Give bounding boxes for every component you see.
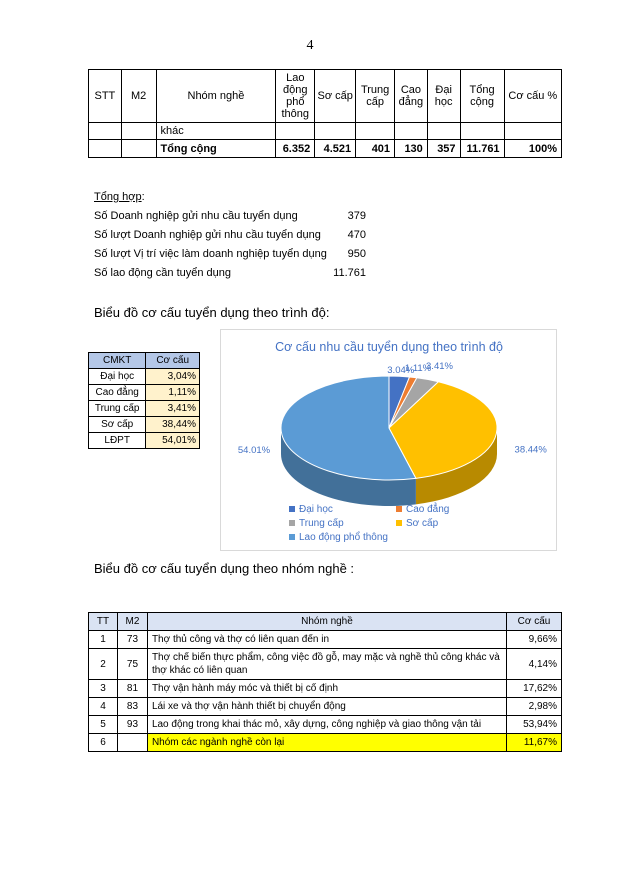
header-cell: TT [89,613,118,631]
header-cell: Đại học [427,70,460,123]
data-label-dai-hoc: 3.04% [387,364,415,376]
table-cell: 100% [504,140,561,158]
summary-label: Số lượt Doanh nghiệp gửi nhu cầu tuyển dụng [94,229,321,241]
table-header-row [89,70,562,123]
header-cell: Cao đẳng [395,70,428,123]
header-cell: Nhóm nghề [156,70,276,123]
summary-block [94,188,366,283]
table-row [89,698,562,716]
table-cell: 17,62% [507,680,562,698]
summary-value: 379 [347,210,366,222]
table-cell: 75 [117,649,147,680]
table-cell: Thợ thủ công và thợ có liên quan đến in [147,631,506,649]
summary-label: Số lượt Vị trí việc làm doanh nghiệp tuyển dụng [94,248,327,260]
table-row [89,680,562,698]
table-cell: 2 [89,649,118,680]
header-cell: Sơ cấp [315,70,356,123]
table-cell: 11,67% [507,734,562,752]
table-cell: 4.521 [315,140,356,158]
data-label-cao-dang: 1.11% [404,363,432,375]
table-cell [427,123,460,140]
legend-label-so-cap: Sơ cấp [406,518,439,529]
table-cell: Cao đẳng [89,385,146,401]
table-cell [121,123,156,140]
cmkt-table [88,352,200,449]
table-cell: Thợ vận hành máy móc và thiết bị cố định [147,680,506,698]
table-cell: 357 [427,140,460,158]
table-cell [460,123,504,140]
header-cell: Lao động phổ thông [276,70,315,123]
summary-value: 470 [347,229,366,241]
summary-row [94,264,366,283]
legend-swatch-dai-hoc [289,506,295,512]
table-row [89,417,200,433]
table-cell: Trung cấp [89,401,146,417]
table-cell: 401 [356,140,395,158]
legend-swatch-trung-cap [289,520,295,526]
legend-label-cao-dang: Cao đẳng [406,504,450,515]
legend-label-dai-hoc: Đại học [299,504,333,515]
table-cell [315,123,356,140]
table-row [89,123,562,140]
table-cell: Sơ cấp [89,417,146,433]
table-cell [356,123,395,140]
table-row [89,385,200,401]
table-cell: Nhóm các ngành nghề còn lại [147,734,506,752]
table-cell [395,123,428,140]
header-cell: Cơ cấu % [504,70,561,123]
table-cell: 83 [117,698,147,716]
pie-chart-container [220,329,557,551]
table-cell: 130 [395,140,428,158]
table-cell: 1 [89,631,118,649]
table-row-highlighted [89,734,562,752]
summary-title: Tổng hợp [94,191,142,203]
table-cell: khác [156,123,276,140]
summary-row [94,226,366,245]
summary-row [94,207,366,226]
summary-title-colon: : [141,191,145,203]
header-cell: M2 [121,70,156,123]
table-cell: Thợ chế biến thực phẩm, công việc đồ gỗ, may mặc và nghề thủ công khác và thợ khác có liên quan [147,649,506,680]
summary-value: 11.761 [333,267,366,279]
header-cell: STT [89,70,122,123]
table-cell [89,123,122,140]
table-cell: 4,14% [507,649,562,680]
total-row [89,140,562,158]
table-cell [504,123,561,140]
table-cell: 1,11% [146,385,200,401]
chart-title: Cơ cấu nhu cầu tuyển dụng theo trình độ [275,340,503,354]
table-row [89,649,562,680]
table-cell: Lao động trong khai thác mỏ, xây dựng, công nghiệp và giao thông vận tải [147,716,506,734]
total-label: Tổng cộng [156,140,276,158]
table-cell: 4 [89,698,118,716]
header-cell: Cơ cấu [507,613,562,631]
legend-swatch-cao-dang [396,506,402,512]
legend-swatch-so-cap [396,520,402,526]
table-cell [117,734,147,752]
summary-label: Số lao động cần tuyển dụng [94,267,232,279]
section-title-occupation: Biểu đồ cơ cấu tuyển dụng theo nhóm nghề : [94,561,355,576]
occupation-summary-table [88,69,562,158]
header-cell: Nhóm nghề [147,613,506,631]
table-row [89,433,200,449]
table-cell [121,140,156,158]
header-cell: CMKT [89,353,146,369]
table-cell: 53,94% [507,716,562,734]
table-cell: 6 [89,734,118,752]
table-cell [276,123,315,140]
table-cell: 73 [117,631,147,649]
data-label-so-cap: 38.44% [514,444,547,456]
table-cell: LĐPT [89,433,146,449]
header-cell: Trung cấp [356,70,395,123]
table-cell: 3 [89,680,118,698]
summary-label: Số Doanh nghiệp gửi nhu cầu tuyển dụng [94,210,298,222]
table-header-row [89,613,562,631]
table-cell: 93 [117,716,147,734]
table-cell: 9,66% [507,631,562,649]
table-cell [89,140,122,158]
header-cell: Tổng cộng [460,70,504,123]
table-cell: 3,41% [146,401,200,417]
header-cell: Cơ cấu [146,353,200,369]
table-row [89,369,200,385]
data-label-lao-dong-pho-thong: 54.01% [237,445,271,457]
page-number: 4 [306,38,314,53]
summary-value: 950 [347,248,366,260]
table-cell: 38,44% [146,417,200,433]
summary-row [94,245,366,264]
legend-label-trung-cap: Trung cấp [299,518,344,529]
table-header-row [89,353,200,369]
table-row [89,401,200,417]
table-row [89,716,562,734]
table-cell: 54,01% [146,433,200,449]
table-cell: 2,98% [507,698,562,716]
table-cell: Lái xe và thợ vận hành thiết bị chuyển động [147,698,506,716]
occupation-group-table [88,612,562,752]
data-label-trung-cap: 3.41% [426,360,453,372]
table-cell: 81 [117,680,147,698]
table-cell: 6.352 [276,140,315,158]
table-cell: 11.761 [460,140,504,158]
header-cell: M2 [117,613,147,631]
pie-chart [221,330,556,550]
section-title-education: Biểu đồ cơ cấu tuyển dụng theo trình độ: [94,305,330,320]
table-cell: Đại học [89,369,146,385]
legend-label-lao-dong-pho-thong: Lao động phổ thông [299,532,388,543]
table-cell: 3,04% [146,369,200,385]
table-cell: 5 [89,716,118,734]
legend-swatch-lao-dong-pho-thong [289,534,295,540]
table-row [89,631,562,649]
